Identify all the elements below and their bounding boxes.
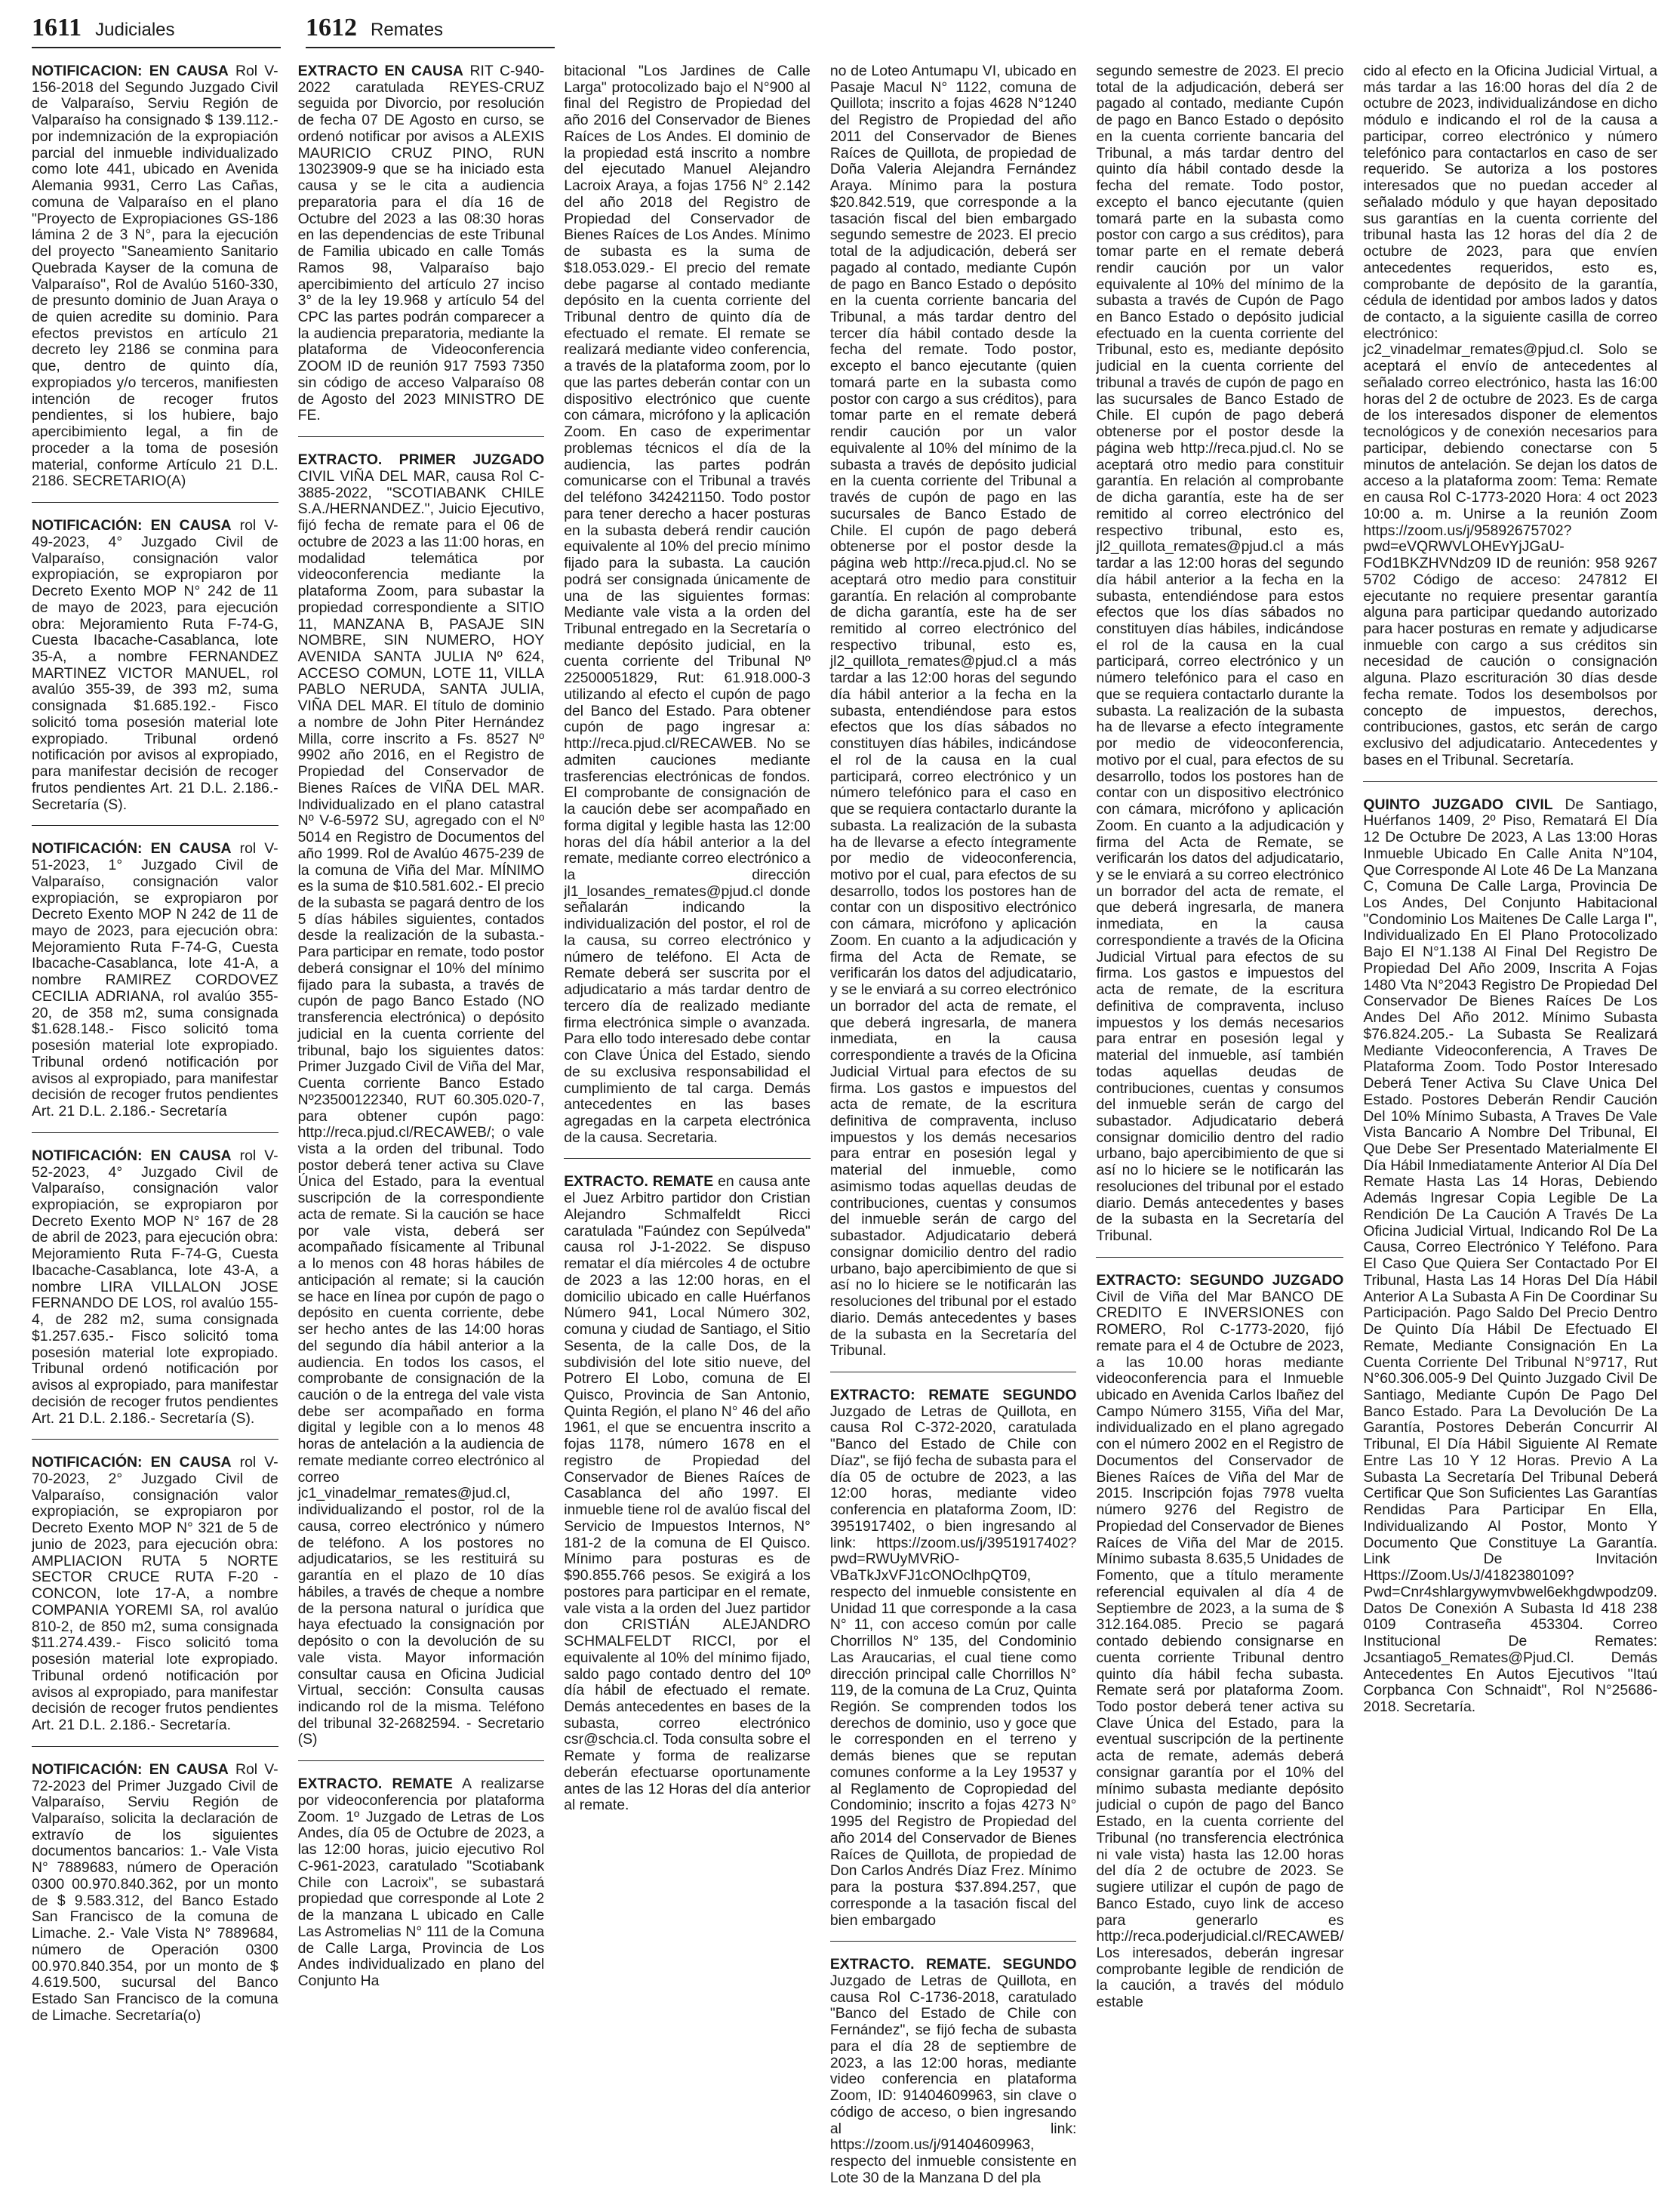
header-rule [32, 47, 281, 48]
section-title: Judiciales [95, 20, 175, 40]
notice-heading: NOTIFICACIÓN: EN CAUSA [32, 517, 232, 534]
column-1 [32, 63, 278, 2029]
notice-heading: EXTRACTO. REMATE [564, 1173, 714, 1190]
notice-body: rol V-49-2023, 4° Juzgado Civil de Valparaíso, consignación valor expropiación, se expropiaron por Decreto Exento MOP N° 242 de 11 de mayo de 2023, para ejecución obra: Mejoramiento Ruta F-74-G, Cuesta Ibacache-Casablanca, lote 35-A, a nombre FERNANDEZ MARTINEZ VICTOR MANUEL, rol avalúo 355-39, de 393 m2, suma consignada $1.685.192.- Fisco solicitó toma posesión material lote expropiado. Tribunal ordenó notificación por avisos al expropiado, para manifestar decisión de recoger frutos pendientes Art. 21 D.L. 2.186.- Secretaría (S). [32, 517, 278, 813]
notice-body: Juzgado de Letras de Quillota, en causa Rol C-372-2020, caratulada "Banco del Estado de Chile con Díaz", se fijó fecha de subasta para el día 05 de octubre de 2023, a las 12:00 horas, mediante video conferencia en plataforma Zoom, ID: 3951917402, o bien ingresando al link: https://zoom.us/j/3951917402?pwd=RWUyMVRiO-VBaTkJxVFJ1cONOclhpQT09, respecto del inmueble consistente en Unidad 11 que corresponde a la casa N° 11, con acceso común por calle Chorrillos N° 135, del Condominio Las Araucarias, el cual tiene como dirección principal calle Chorrillos N° 119, de la comuna de La Cruz, Quinta Región. Se comprenden todos los derechos de dominio, uso y goce que le corresponden en el terreno y demás bienes que se reputan comunes conforme a la Ley 19537 y al Reglamento de Copropiedad del Condominio; inscrito a fojas 4273 N° 1995 del Registro de Propiedad del año 2014 del Conservador de Bienes Raíces de Quillota, de propiedad de Don Carlos Andrés Díaz Frez. Mínimo para la postura $37.894.257, que corresponde a la tasación fiscal del bien embargado [829, 1403, 1077, 1929]
notice-body: Rol V-72-2023 del Primer Juzgado Civil de Valparaíso, Serviu Región de Valparaíso, solicita la declaración de extravío de los siguientes documentos bancarios: 1.- Vale Vista N° 7889683, número de Operación 0300 00.970.840.362, por un monto de $ 9.583.312, del Banco Estado San Francisco de la comuna de Limache. 2.- Vale Vista N° 7889684, número de Operación 0300 00.970.840.354, por un monto de $ 4.619.500, sucursal del Banco Estado San Francisco de la comuna de Limache. Secretaría(o) [32, 1760, 278, 2024]
legal-notice [298, 452, 545, 1761]
legal-notice [32, 1455, 278, 1746]
left-page-header [32, 14, 281, 42]
notice-heading: NOTIFICACION: EN CAUSA [32, 63, 229, 79]
notice-body: De Santiago, Huérfanos 1409, 2º Piso, Rematará El Día 12 De Octubre De 2023, A Las 13:00 Horas Inmueble Ubicado En Calle Anita N°104, Que Corresponde Al Lote 46 De La Manzana C, Comuna De Calle Larga, Provincia De Los Andes, Del Conjunto Habitacional "Condominio Los Maitenes De Calle Larga I", Individualizado En El Plano Protocolizado Bajo El N°1.138 Al Final Del Registro De Propiedad Del Año 2009, Inscrita A Fojas 1480 Vta N°2043 Registro De Propiedad Del Conservador De Bienes Raíces De Los Andes Del Año 2012. Mínimo Subasta $76.824.205.- La Subasta Se Realizará Mediante Videoconferencia, A Traves De Plataforma Zoom. Todo Postor Interesado Deberá Tener Activa Su Clave Unica Del Estado. Postores Deberán Rendir Caución Del 10% Mínimo Subasta, A Traves De Vale Vista Bancario A Nombre Del Tribunal, El Que Debe Ser Presentado Materialmente El Día Hábil Inmediatamente Anterior Al Día Del Remate Hasta Las 14 Horas, Debiendo Además Ingresar Copia Legible De La Rendición De La Caución A Través De La Oficina Judicial Virtual, Indicando Rol De La Causa, Correo Electrónico Y Teléfono. Para El Caso Que Quiera Ser Contactado Por El Tribunal, Hasta Las 14 Horas Del Día Hábil Anterior A La Subasta A Fin De Coordinar Su Participación. Pago Saldo Del Precio Dentro De Quinto Día Hábil De Efectuado El Remate, Mediante Consignación En La Cuenta Corriente Del Tribunal N°9717, Rut N°60.306.005-9 Del Quinto Juzgado Civil De Santiago, Mediante Cupón De Pago Del Banco Estado. Para La Devolución De La Garantía, Postores Deberán Concurrir Al Tribunal, El Día Hábil Siguiente Al Remate Entre Las 10 Y 12 Horas. Previo A La Subasta La Secretaría Del Tribunal Deberá Certificar Que Son Suficientes Las Garantías Rendidas Para Participar En Ella, Individualizando Al Postor, Monto Y Documento Que Constituye La Garantía. Link De Invitación Https://Zoom.Us/J/4182380109?Pwd=Cnr4shlargywymvbwel6ekhgdwpodz09. Datos De Conexión A Subasta Id 418 238 0109 Contraseña 453304. Correo Institucional De Remates: Jcsantiago5_Remates@Pjud.Cl. Demás Antecedentes En Autos Ejecutivos "Itaú Corpbanca Con Schnaidt", Rol N°25686-2018. Secretaría. [1363, 796, 1658, 1715]
notice-body: Rol V-156-2018 del Segundo Juzgado Civil de Valparaíso, Serviu Región de Valparaíso ha consignado $ 139.112.- por indemnización de la expropiación parcial del inmueble individualizado como lote 441, ubicado en Avenida Alemania 9931, Cerro Las Cañas, comuna de Valparaíso en el plano "Proyecto de Expropiaciones GS-186 lámina 2 de 3 N°, para la ejecución del proyecto "Saneamiento Sanitario Quebrada Kayser de la comuna de Valparaíso", Rol de Avalúo 5160-330, de presunto dominio de Juan Araya o de quien acredite su dominio. Para efectos previstos en artículo 21 decreto ley 2186 se conmina para que, dentro de quinto día, expropiados y/o terceros, manifiesten intención de recoger frutos pendientes, si los hubiere, bajo apercibimiento legal, a fin de proceder a la toma de posesión material, conforme Artículo 21 D.L. 2186. SECRETARIO(A) [32, 63, 278, 490]
legal-notice [564, 1174, 811, 1826]
notice-heading: NOTIFICACIÓN: EN CAUSA [32, 1147, 232, 1164]
legal-notice [1363, 63, 1657, 782]
column-6 [1363, 63, 1657, 2029]
legal-notice [830, 1957, 1077, 2198]
legal-notice [32, 63, 278, 503]
notice-body: Juzgado de Letras de Quillota, en causa Rol C-1736-2018, caratulado "Banco del Estado de Chile con Fernández", se fijó fecha de subasta para el día 28 de septiembre de 2023, a las 12:00 horas, mediante video conferencia en plataforma Zoom, ID: 91404609963, sin clave o código de acceso, o bien ingresando al link: https://zoom.us/j/91404609963, respecto del inmueble consistente en Lote 30 de la Manzana D del pla [829, 1972, 1077, 2186]
notice-heading: EXTRACTO EN CAUSA [297, 63, 463, 79]
legal-notice [830, 63, 1077, 1372]
notice-heading: EXTRACTO: SEGUNDO JUZGADO [1096, 1271, 1344, 1289]
page-number: 1611 [32, 14, 82, 42]
legal-notice [564, 63, 811, 1159]
legal-notice [1096, 63, 1343, 1258]
legal-notice [32, 841, 278, 1132]
notice-body: rol V-51-2023, 1° Juzgado Civil de Valparaíso, consignación valor expropiación, se expropiaron por Decreto Exento MOP N 242 de 11 de mayo de 2023, para ejecución obra: Mejoramiento Ruta F-74-G, Cuesta Ibacache-Casablanca, lote 41-A, a nombre RAMIREZ CORDOVEZ CECILIA ADRIANA, rol avalúo 355-20, de 358 m2, suma consignada $1.628.148.- Fisco solicitó toma posesión material lote expropiado. Tribunal ordenó notificación por avisos al expropiado, para manifestar decisión de recoger frutos pendientes Art. 21 D.L. 2.186.- Secretaría [32, 840, 278, 1120]
notice-heading: EXTRACTO. PRIMER JUZGADO [297, 451, 545, 469]
notice-heading: EXTRACTO: REMATE SEGUNDO [829, 1387, 1077, 1404]
right-page-header [306, 14, 555, 42]
notice-body: A realizarse por videoconferencia por plataforma Zoom. 1º Juzgado de Letras de Los Andes, día 05 de Octubre de 2023, a las 12:00 horas, juicio ejecutivo Rol C-961-2023, caratulado "Scotiabank Chile con Lacroix", se subastará propiedad que corresponde al Lote 2 de la manzana L ubicado en Calle Las Astromelias N° 111 de la Comuna de Calle Larga, Provincia de Los Andes individualizado en plano del Conjunto Ha [297, 1776, 545, 1989]
legal-notice [298, 63, 545, 437]
notice-body: rol V-52-2023, 4° Juzgado Civil de Valparaíso, consignación valor expropiación, se expropiaron por Decreto Exento MOP N° 167 de 28 de abril de 2023, para ejecución obra: Mejoramiento Ruta F-74-G, Cuesta Ibacache-Casablanca, lote 43-A, a nombre LIRA VILLALON JOSE FERNANDO DE LOS, rol avalúo 155-4, de 282 m2, suma consignada $1.257.635.- Fisco solicitó toma posesión material lote expropiado. Tribunal ordenó notificación por avisos al expropiado, para manifestar decisión de recoger frutos pendientes Art. 21 D.L. 2.186.- Secretaría (S). [32, 1147, 278, 1427]
notice-body: cido al efecto en la Oficina Judicial Virtual, a más tardar a las 16:00 horas del día 2 de octubre de 2023, individualizándose en dicho módulo e indicando el rol de la causa a participar, correo electrónico y número telefónico para contactarlos en caso de ser requerido. Se autoriza a los postores interesados que no puedan acceder al señalado módulo y que hayan depositado sus garantías en la cuenta corriente del tribunal hasta las 12 horas del día 2 de octubre de 2023, para que envíen antecedentes requeridos, esto es, comprobante de depósito de la garantía, cédula de identidad por ambos lados y datos de contacto, a la siguiente casilla de correo electrónico: jc2_vinadelmar_remates@pjud.cl. Solo se aceptará el envío de antecedentes al señalado correo electrónico, hasta las 16:00 horas del 2 de octubre de 2023. Es de carga de los interesados disponer de elementos tecnológicos y de conexión necesarios para participar, debiendo conectarse con 5 minutos de antelación. Se dejan los datos de acceso a la plataforma zoom: Tema: Remate en causa Rol C-1773-2020 Hora: 4 oct 2023 10:00 a. m. Unirse a la reunión Zoom https://zoom.us/j/95892675702?pwd=eVQRWVLOHEvYjJGaU-FOd1BKZHVNdz09 ID de reunión: 958 9267 5702 Código de acceso: 247812 El ejecutante no requiere presentar garantía alguna para participar quedando autorizado para hacer posturas en remate y adjudicarse inmueble con cargo a sus créditos sin necesidad de caución o consignación alguna. Plazo escrituración 30 días desde fecha remate. Todos los desembolsos por concepto de impuestos, derechos, contribuciones, gastos, etc serán de cargo exclusivo del adjudicatario. Antecedentes y bases en el Tribunal. Secretaría. [1363, 63, 1658, 768]
column-5 [1096, 63, 1343, 2029]
legal-notice [32, 1762, 278, 2037]
notice-heading: NOTIFICACIÓN: EN CAUSA [32, 1454, 232, 1471]
page-number: 1612 [306, 14, 357, 42]
legal-notice [32, 1148, 278, 1440]
legal-notice [1363, 797, 1657, 1728]
notice-body: rol V-70-2023, 2° Juzgado Civil de Valparaíso, consignación valor expropiación, se expropiaron por Decreto Exento MOP N° 321 de 5 de junio de 2023, para ejecución obra: AMPLIACION RUTA 5 NORTE SECTOR CRUCE RUTA F-20 - CONCON, lote 17-A, a nombre COMPANIA YOREMI SA, rol avalúo 810-2, de 850 m2, suma consignada $11.274.439.- Fisco solicitó toma posesión material lote expropiado. Tribunal ordenó notificación por avisos al expropiado, para manifestar decisión de recoger frutos pendientes Art. 21 D.L. 2.186.- Secretaría. [32, 1454, 278, 1734]
legal-notice [830, 1387, 1077, 1942]
notice-heading: NOTIFICACIÓN: EN CAUSA [32, 840, 232, 858]
notice-heading: NOTIFICACIÓN: EN CAUSA [32, 1760, 229, 1778]
notice-heading: QUINTO JUZGADO CIVIL [1363, 796, 1553, 813]
legal-notice [32, 518, 278, 826]
notice-body: Civil de Viña del Mar BANCO DE CREDITO E INVERSIONES con ROMERO, Rol C-1773-2020, fijó remate para el 4 de Octubre de 2023, a las 10.00 horas mediante videoconferencia para el Inmueble ubicado en Avenida Carlos Ibañez del Campo Número 3155, Viña del Mar, individualizado en el plano agregado con el número 2002 en el Registro de Documentos del Conservador de Bienes Raíces de Viña del Mar de 2015. Inscripción fojas 7978 vuelta número 9276 del Registro de Propiedad del Conservador de Bienes Raíces de Viña del Mar de 2015. Mínimo subasta 8.635,5 Unidades de Fomento, que a título meramente referencial equivalen al día 4 de Septiembre de 2023, a la suma de $ 312.164.085. Precio se pagará contado debiendo consignarse en cuenta corriente Tribunal dentro quinto día hábil fecha subasta. Remate será por plataforma Zoom. Todo postor deberá tener activa su Clave Única del Estado, para la eventual suscripción de la pertinente acta de remate, además deberá consignar garantía por el 10% del mínimo subasta mediante depósito judicial o cupón de pago del Banco Estado, en la cuenta corriente del Tribunal (no transferencia electrónica ni vale vista) hasta las 12.00 horas del día 2 de octubre de 2023. Se sugiere utilizar el cupón de pago de Banco Estado, cuyo link de acceso para generarlo es http://reca.poderjudicial.cl/RECAWEB/ Los interesados, deberán ingresar comprobante legible de rendición de la caución, a través del módulo estable [1096, 1288, 1344, 2011]
column-2 [298, 63, 545, 2029]
notice-heading: EXTRACTO. REMATE. SEGUNDO [829, 1956, 1077, 1973]
legal-notice [1096, 1273, 1343, 2023]
column-4 [829, 63, 1077, 2186]
notice-body: segundo semestre de 2023. El precio total de la adjudicación, deberá ser pagado al contado, mediante Cupón de pago en Banco Estado o depósito en la cuenta corriente bancaria del Tribunal, a más tardar dentro del quinto día hábil contado desde la fecha del remate. Todo postor, excepto el banco ejecutante (quien tomará parte en la subasta como postor con cargo a sus créditos), para tomar parte en el remate deberá rendir caución por un valor equivalente al 10% del mínimo de la subasta a través de Cupón de Pago en Banco Estado o depósito judicial efectuado en la cuenta corriente del Tribunal, esto es, mediante depósito judicial en la cuenta corriente del tribunal a través de cupón de pago en las sucursales de Banco Estado de Chile. El cupón de pago deberá obtenerse por el postor desde la página web http://reca.pjud.cl. No se aceptará otro medio para constituir garantía. En relación al comprobante de dicha garantía, este ha de ser remitido al correo electrónico del respectivo tribunal, esto es, jl2_quillota_remates@pjud.cl a más tardar a las 12:00 horas del segundo día hábil anterior a la fecha en la subasta, entendiéndose para estos efectos que los días sábados no constituyen días hábiles, indicándose el rol de la causa en la cual participará, correo electrónico y un número telefónico para el caso en que se requiera contactarlo durante la subasta. La realización de la subasta ha de llevarse a efecto íntegramente por medio de videoconferencia, motivo por el cual, para efectos de su desarrollo, todos los postores han de contar con un dispositivo electrónico con cámara, micrófono y aplicación Zoom. En cuanto a la adjudicación y firma del Acta de Remate, se verificarán los datos del adjudicatario, y se le enviará a su correo electrónico un borrador del acta de remate, el que deberá ingresarla, de manera inmediata, en la causa correspondiente a través de la Oficina Judicial Virtual para efectos de su firma. Los gastos e impuestos del acta de remate, de la escritura definitiva de compraventa, incluso impuestos y los demás necesarios para entrar en posesión legal y material del inmueble, así también todas aquellas deudas de contribuciones, cuentas y consumos del inmueble serán de cargo del subastador. Adjudicatario deberá consignar domicilio dentro del radio urbano, bajo apercibimiento de que si así no lo hiciere se le notificarán las resoluciones del tribunal por el estado diario. Demás antecedentes y bases de la subasta en la Secretaría del Tribunal. [1096, 63, 1344, 1245]
notice-body: en causa ante el Juez Arbitro partidor don Cristian Alejandro Schmalfeldt Ricci caratulada "Faúndez con Sepúlveda" causa rol J-1-2022. Se dispuso rematar el día miércoles 4 de octubre de 2023 a las 12:00 horas, en el domicilio ubicado en calle Huérfanos Número 941, Local Número 302, comuna y ciudad de Santiago, el Sitio Sesenta, de la calle Dos, de la subdivisión del lote sitio nueve, del Potrero El Lobo, comuna de El Quisco, Provincia de San Antonio, Quinta Región, el plano N° 46 del año 1961, el que se encuentra inscrito a fojas 1178, número 1678 en el registro de Propiedad del Conservador de Bienes Raíces de Casablanca del año 1997. El inmueble tiene rol de avalúo fiscal del Servicio de Impuestos Internos, N° 181-2 de la comuna de El Quisco. Mínimo para posturas es de $90.855.766 pesos. Se exigirá a los postores para participar en el remate, vale vista a la orden del Juez partidor don CRISTIÁN ALEJANDRO SCHMALFELDT RICCI, por el equivalente al 10% del mínimo fijado, saldo pago contado dentro del 10º día hábil de efectuado el remate. Demás antecedentes en bases de la subasta, correo electrónico csr@schcia.cl. Toda consulta sobre el Remate y forma de realizarse deberán efectuarse oportunamente antes de las 12 Horas del día anterior al remate. [564, 1173, 811, 1814]
notice-body: bitacional "Los Jardines de Calle Larga" protocolizado bajo el N°900 al final del Registro de Propiedad del año 2016 del Conservador de Bienes Raíces de Los Andes. El dominio de la propiedad está inscrito a nombre del ejecutado Manuel Alejandro Lacroix Araya, a fojas 1756 N° 2.142 del año 2018 del Registro de Propiedad del Conservador de Bienes Raíces de Los Andes. Mínimo de subasta es la suma de $18.053.029.- El precio del remate debe pagarse al contado mediante depósito en la cuenta corriente del Tribunal dentro de quinto día de efectuado el remate. El remate se realizará mediante video conferencia, a través de la plataforma zoom, por lo que las partes deberán contar con un dispositivo electrónico que cuente con cámara, micrófono y la aplicación Zoom. En caso de experimentar problemas técnicos el día de la audiencia, las partes podrán comunicarse con el Tribunal a través del teléfono 342421150. Todo postor para tener derecho a hacer posturas en la subasta deberá rendir caución equivalente al 10% del precio mínimo fijado para la subasta. La caución podrá ser consignada únicamente de una de las siguientes formas: Mediante vale vista a la orden del Tribunal entregado en la Secretaría o mediante depósito judicial, en la cuenta corriente del Tribunal Nº 22500051829, Rut: 61.918.000-3 utilizando al efecto el cupón de pago del Banco del Estado. Para obtener cupón de pago ingresar a: http://reca.pjud.cl/RECAWEB. No se admiten cauciones mediante trasferencias electrónicas de fondos. El comprobante de consignación de la caución debe ser acompañado en forma digital y legible hasta las 12:00 horas del día hábil anterior a la del remate, mediante correo electrónico a la dirección jl1_losandes_remates@pjud.cl donde señalarán indicando la individualización del postor, el rol de la causa, su correo electrónico y número de teléfono. El Acta de Remate deberá ser suscrita por el adjudicatario a más tardar dentro de tercero día de realizado mediante firma electrónica simple o avanzada. Para ello todo interesado debe contar con Clave Única del Estado, siendo de su exclusiva responsabilidad el cumplimiento de tal carga. Demás antecedentes en las bases agregadas en la carpeta electrónica de la causa. Secretaria. [564, 63, 811, 1146]
legal-notice [298, 1776, 545, 2002]
newspaper-columns [32, 63, 1658, 2186]
section-title: Remates [371, 20, 444, 40]
column-3 [564, 63, 811, 2029]
header-rule [306, 47, 555, 48]
notice-heading: EXTRACTO. REMATE [297, 1776, 453, 1793]
notice-body: RIT C-940-2022 caratulada REYES-CRUZ seguida por Divorcio, por resolución de fecha 07 DE Agosto en curso, se ordenó notificar por avisos a ALEXIS MAURICIO CRUZ PINO, RUN 13023909-9 que se ha iniciado esta causa y se le cita a audiencia preparatoria para el día 16 de Octubre del 2023 a las 08:30 horas en las dependencias de este Tribunal de Familia ubicado en calle Tomás Ramos 98, Valparaíso bajo apercibimiento del artículo 27 inciso 3° de la ley 19.968 y artículo 54 del CPC las partes podrán comparecer a la audiencia preparatoria, mediante la plataforma de Videoconferencia ZOOM ID de reunión 917 7593 7350 sin código de acceso Valparaíso 08 de Agosto del 2023 MINISTRO DE FE. [297, 63, 545, 424]
notice-body: CIVIL VIÑA DEL MAR, causa Rol C-3885-2022, "SCOTIABANK CHILE S.A./HERNANDEZ.", Juicio Ejecutivo, fijó fecha de remate para el 06 de octubre de 2023 a las 11:00 horas, en modalidad telemática por videoconferencia mediante la plataforma Zoom, para subastar la propiedad correspondiente a SITIO 11, MANZANA B, PASAJE SIN NOMBRE, SIN NUMERO, HOY AVENIDA SANTA JULIA Nº 624, ACCESO COMUN, LOTE 11, VILLA PABLO NERUDA, SANTA JULIA, VIÑA DEL MAR. El título de dominio a nombre de John Piter Hernández Milla, corre inscrito a Fs. 8527 Nº 9902 año 2016, en el Registro de Propiedad del Conservador de Bienes Raíces de VIÑA DEL MAR. Individualizado en el plano catastral Nº V-6-5972 SU, agregado con el Nº 5014 en Registro de Documentos del año 1999. Rol de Avalúo 4675-239 de la comuna de Viña del Mar. MÍNIMO es la suma de $10.581.602.- El precio de la subasta se pagará dentro de los 5 días hábiles siguientes, contados desde la realización de la subasta.- Para participar en remate, todo postor deberá consignar el 10% del mínimo fijado para la subasta, a través de cupón de pago Banco Estado (NO transferencia electrónica) o depósito judicial en la cuenta corriente del tribunal, bajo los siguientes datos: Primer Juzgado Civil de Viña del Mar, Cuenta corriente Banco Estado Nº23500122340, RUT 60.305.020-7, para obtener cupón pago: http://reca.pjud.cl/RECAWEB/; o vale vista a la orden del tribunal. Todo postor deberá tener activa su Clave Única del Estado, para la eventual suscripción de la correspondiente acta de remate. Si la caución se hace por vale vista, deberá ser acompañado físicamente al Tribunal a lo menos con 48 horas hábiles de anticipación al remate; si la caución se hace en línea por cupón de pago o depósito en cuenta corriente, debe ser hecho antes de las 14:00 horas del segundo día hábil anterior a la audiencia. En todos los casos, el comprobante de consignación de la caución o de la entrega del vale vista debe ser acompañado en forma digital y legible con a lo menos 48 horas de antelación a la audiencia de remate mediante correo electrónico al correo jc1_vinadelmar_remates@jud.cl, individualizando el postor, rol de la causa, correo electrónico y número de teléfono. A los postores no adjudicatarios, se les restituirá su garantía en el plazo de 10 días hábiles, a través de cheque a nombre de la persona natural o jurídica que haya efectuado la consignación por depósito o con la devolución de su vale vista. Mayor información consultar causa en Oficina Judicial Virtual, sección: Consulta causas indicando rol de la misma. Teléfono del tribunal 32-2682594. - Secretario (S) [297, 467, 545, 1748]
notice-body: no de Loteo Antumapu VI, ubicado en Pasaje Macul N° 1122, comuna de Quillota; inscrito a fojas 4628 N°1240 del Registro de Propiedad del año 2011 del Conservador de Bienes Raíces de Quillota, de propiedad de Doña Valeria Alejandra Fernández Araya. Mínimo para la postura $20.842.519, que corresponde a la tasación fiscal del bien embargado segundo semestre de 2023. El precio total de la adjudicación, deberá ser pagado al contado, mediante Cupón de pago en Banco Estado o depósito en la cuenta corriente bancaria del Tribunal, a más tardar dentro del tercer día hábil contado desde la fecha del remate. Todo postor, excepto el banco ejecutante (quien tomará parte en la subasta como postor con cargo a sus créditos), para tomar parte en el remate deberá rendir caución por un valor equivalente al 10% del mínimo de la subasta a través de depósito judicial en la cuenta corriente del Tribunal a través de cupón de pago en las sucursales de Banco Estado de Chile. El cupón de pago deberá obtenerse por el postor desde la página web http://reca.pjud.cl. No se aceptará otro medio para constituir garantía. En relación al comprobante de dicha garantía, este ha de ser remitido al correo electrónico del respectivo tribunal, esto es, jl2_quillota_remates@pjud.cl a más tardar a las 12:00 horas del segundo día hábil anterior a la fecha en la subasta, entendiéndose para estos efectos que los días sábados no constituyen días hábiles, indicándose el rol de la causa en la cual participará, correo electrónico y un número telefónico para el caso en que se requiera contactarlo durante la subasta. La realización de la subasta ha de llevarse a efecto íntegramente por medio de videoconferencia, motivo por el cual, para efectos de su desarrollo, todos los postores han de contar con un dispositivo electrónico con cámara, micrófono y aplicación Zoom. En cuanto a la adjudicación y firma del Acta de Remate, se verificarán los datos del adjudicatario, y se le enviará a su correo electrónico un borrador del acta de remate, el que deberá ingresarla, de manera inmediata, en la causa correspondiente a través de la Oficina Judicial Virtual para efectos de su firma. Los gastos e impuestos del acta de remate, de la escritura definitiva de compraventa, incluso impuestos y los demás necesarios para entrar en posesión legal y material del inmueble, como asimismo todas aquellas deudas de contribuciones, cuentas y consumos del inmueble serán de cargo del subastador. Adjudicatario deberá consignar domicilio dentro del radio urbano, bajo apercibimiento de que si así no lo hiciere se le notificarán las resoluciones del tribunal por el estado diario. Demás antecedentes y bases de la subasta en la Secretaría del Tribunal. [829, 63, 1077, 1360]
